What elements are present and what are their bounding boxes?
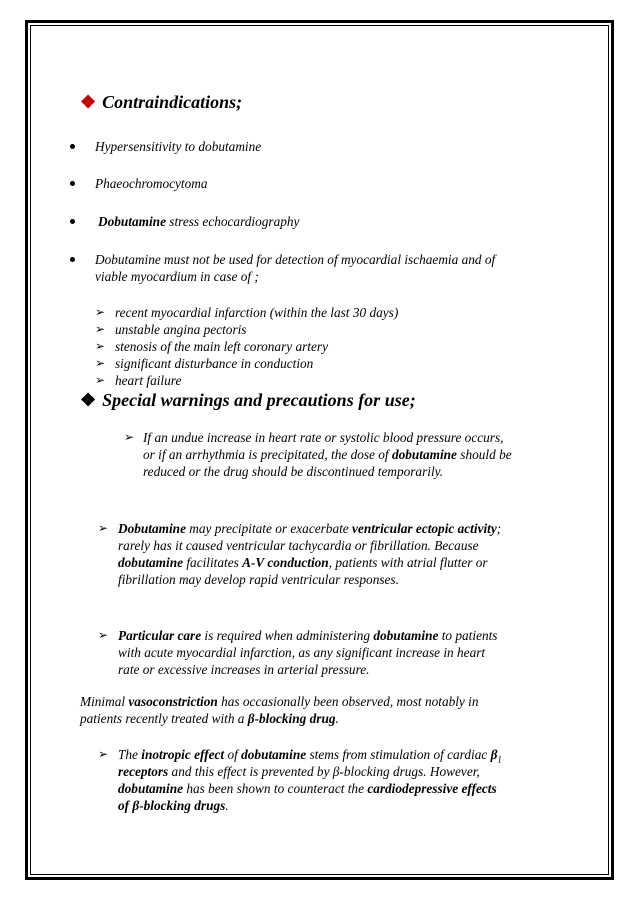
arrow-bullet-icon: ➢ xyxy=(98,747,109,761)
arrow-bullet-icon: ➢ xyxy=(95,322,106,336)
warning-1-line2 xyxy=(143,446,512,463)
text-run: stress echocardiography xyxy=(165,214,300,229)
bold-term: Dobutamine xyxy=(118,521,186,536)
bold-term: dobutamine xyxy=(241,747,307,762)
bullet-icon xyxy=(70,144,75,149)
contra-item-hypersensitivity: Hypersensitivity to dobutamine xyxy=(95,139,262,154)
heading-special-warnings-text: Special warnings and precautions for use; xyxy=(102,390,416,410)
bold-term: dobutamine xyxy=(118,781,184,796)
text-run: ; xyxy=(496,521,502,536)
warning-4-line3 xyxy=(118,780,497,797)
warning-4-line4 xyxy=(118,797,229,814)
text-run: should be xyxy=(456,447,512,462)
text-run: . xyxy=(225,798,229,813)
arrow-bullet-icon: ➢ xyxy=(98,628,109,642)
bold-term: dobutamine xyxy=(373,628,439,643)
text-run: has been shown to counteract the xyxy=(183,781,368,796)
bold-term: receptors xyxy=(118,764,169,779)
warning-3-line2: with acute myocardial infarction, as any significant increase in heart xyxy=(118,645,486,660)
heading-contraindications xyxy=(80,92,242,112)
text-run: may precipitate or exacerbate xyxy=(185,521,353,536)
text-run: to patients xyxy=(438,628,498,643)
heading-contraindications-text: Contraindications; xyxy=(102,92,243,112)
paragraph-vasoconstriction-line1 xyxy=(80,693,479,710)
paragraph-vasoconstriction-line2 xyxy=(80,710,339,727)
bold-term: Particular care xyxy=(118,628,202,643)
bold-term: inotropic effect xyxy=(141,747,225,762)
warning-4-line2 xyxy=(118,763,480,780)
text-run: stems from stimulation of cardiac xyxy=(306,747,491,762)
sub-item-conduction: significant disturbance in conduction xyxy=(115,356,314,371)
contra-item-detection-line2: viable myocardium in case of ; xyxy=(95,269,259,284)
diamond-bullet-icon: ❖ xyxy=(80,92,97,112)
text-run: is required when administering xyxy=(201,628,374,643)
text-run: Minimal xyxy=(80,694,129,709)
text-run: and this effect is prevented by β-blocking drugs. However, xyxy=(168,764,480,779)
text-run: patients recently treated with a xyxy=(80,711,248,726)
bullet-icon xyxy=(70,257,75,262)
bold-term: β-blocking drug xyxy=(247,711,336,726)
arrow-bullet-icon: ➢ xyxy=(95,339,106,353)
sub-item-stenosis: stenosis of the main left coronary artery xyxy=(115,339,328,354)
bullet-icon xyxy=(70,181,75,186)
text-run: or if an arrhythmia is precipitated, the dose of xyxy=(143,447,392,462)
arrow-bullet-icon: ➢ xyxy=(95,373,106,387)
sub-item-angina: unstable angina pectoris xyxy=(115,322,247,337)
text-run: facilitates xyxy=(183,555,243,570)
warning-1-line3: reduced or the drug should be discontinued temporarily. xyxy=(143,464,444,479)
arrow-bullet-icon: ➢ xyxy=(95,356,106,370)
bold-term: A-V conduction xyxy=(242,555,329,570)
warning-3-line3: rate or excessive increases in arterial pressure. xyxy=(118,662,370,677)
warning-3-line1 xyxy=(118,627,498,644)
arrow-bullet-icon: ➢ xyxy=(95,305,106,319)
heading-special-warnings xyxy=(80,390,416,410)
text-run: , patients with atrial flutter or xyxy=(328,555,488,570)
bold-term: Dobutamine xyxy=(98,214,166,229)
sub-item-heart-failure: heart failure xyxy=(115,373,182,388)
bold-term: β xyxy=(490,747,498,762)
text-run: The xyxy=(118,747,142,762)
arrow-bullet-icon: ➢ xyxy=(98,521,109,535)
arrow-bullet-icon: ➢ xyxy=(124,430,135,444)
sub-item-mi: recent myocardial infarction (within the last 30 days) xyxy=(115,305,399,320)
bullet-icon xyxy=(70,219,75,224)
warning-2-line4: fibrillation may develop rapid ventricular responses. xyxy=(118,572,399,587)
contra-item-phaeochromocytoma: Phaeochromocytoma xyxy=(95,176,208,191)
diamond-bullet-icon: ❖ xyxy=(80,390,97,410)
bold-term: vasoconstriction xyxy=(128,694,218,709)
text-run: . xyxy=(335,711,339,726)
warning-2-line3 xyxy=(118,554,488,571)
warning-1-line1: If an undue increase in heart rate or systolic blood pressure occurs, xyxy=(143,430,504,445)
bold-term: ventricular ectopic activity xyxy=(352,521,497,536)
text-run: has occasionally been observed, most notably in xyxy=(217,694,479,709)
bold-term: of β-blocking drugs xyxy=(118,798,226,813)
bold-term: dobutamine xyxy=(118,555,184,570)
contra-item-stress-echo xyxy=(98,213,299,230)
bold-term: cardiodepressive effects xyxy=(367,781,497,796)
warning-2-line2: rarely has it caused ventricular tachycardia or fibrillation. Because xyxy=(118,538,479,553)
contra-item-detection-line1: Dobutamine must not be used for detection of myocardial ischaemia and of xyxy=(95,252,496,267)
bold-term: dobutamine xyxy=(391,447,457,462)
warning-2-line1 xyxy=(118,520,501,537)
subscript: 1 xyxy=(497,754,502,765)
text-run: of xyxy=(224,747,242,762)
